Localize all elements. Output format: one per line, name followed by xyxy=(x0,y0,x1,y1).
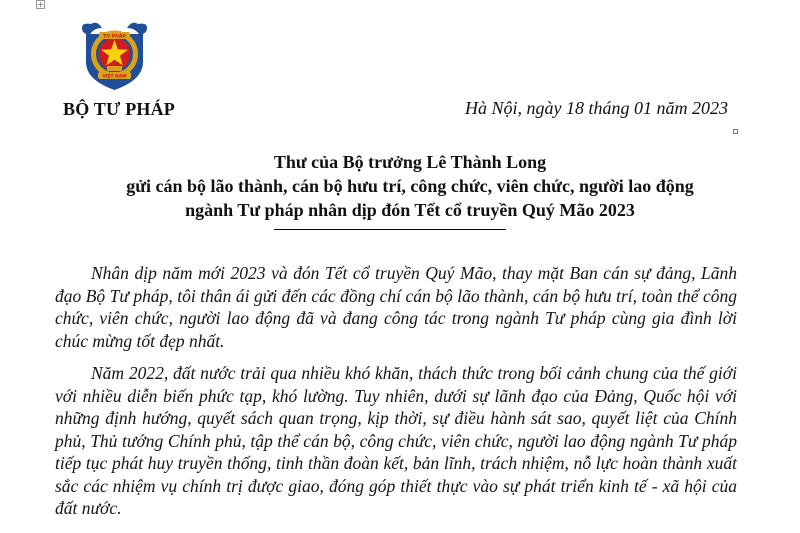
ministry-name: BỘ TƯ PHÁP xyxy=(63,99,176,119)
layout-anchor-icon[interactable]: + xyxy=(37,0,44,9)
body-paragraph-2: Năm 2022, đất nước trải qua nhiều khó khăn, thách thức trong bối cảnh chung của thế giới với nhiều diễn biến phức tạp, khó lường. Tuy nhiên, dưới sự lãnh đạo của Đảng, Quốc hội với những định hướng, quyết sách quan trọng, kịp thời, sự điều hành sát sao, quyết liệt của Chính phủ, Thủ tướng Chính phủ, tập thể cán bộ, công chức, viên chức, người lao động ngành Tư pháp tiếp tục phát huy truyền thống, tinh thần đoàn kết, bản lĩnh, trách nhiệm, nỗ lực hoàn thành xuất sắc các nhiệm vụ chính trị được giao, đóng góp thiết thực vào sự phát triển kinh tế - xã hội của đất nước. xyxy=(55,363,737,518)
emblem-bottom-text: VIỆT NAM xyxy=(102,74,127,80)
letter-body xyxy=(55,262,737,530)
ministry-emblem-logo xyxy=(77,18,152,92)
letter-title xyxy=(60,150,760,222)
emblem-top-text: TƯ PHÁP xyxy=(103,34,126,40)
resize-handle-icon[interactable] xyxy=(733,129,738,134)
title-underline xyxy=(274,229,506,230)
title-line-3: ngành Tư pháp nhân dịp đón Tết cổ truyền Quý Mão 2023 xyxy=(185,200,635,220)
title-line-1: Thư của Bộ trưởng Lê Thành Long xyxy=(273,152,547,172)
body-paragraph-1: Nhân dịp năm mới 2023 và đón Tết cổ truyền Quý Mão, thay mặt Ban cán sự đảng, Lãnh đạo Bộ Tư pháp, tôi thân ái gửi đến các đồng chí cán bộ lão thành, cán bộ hưu trí, toàn thể công chức, viên chức, người lao động đã và đang công tác trong ngành Tư pháp cùng gia đình lời chúc mừng tốt đẹp nhất. xyxy=(55,263,737,351)
dateline: Hà Nội, ngày 18 tháng 01 năm 2023 xyxy=(465,98,728,118)
title-line-2: gửi cán bộ lão thành, cán bộ hưu trí, công chức, viên chức, người lao động xyxy=(126,176,694,196)
